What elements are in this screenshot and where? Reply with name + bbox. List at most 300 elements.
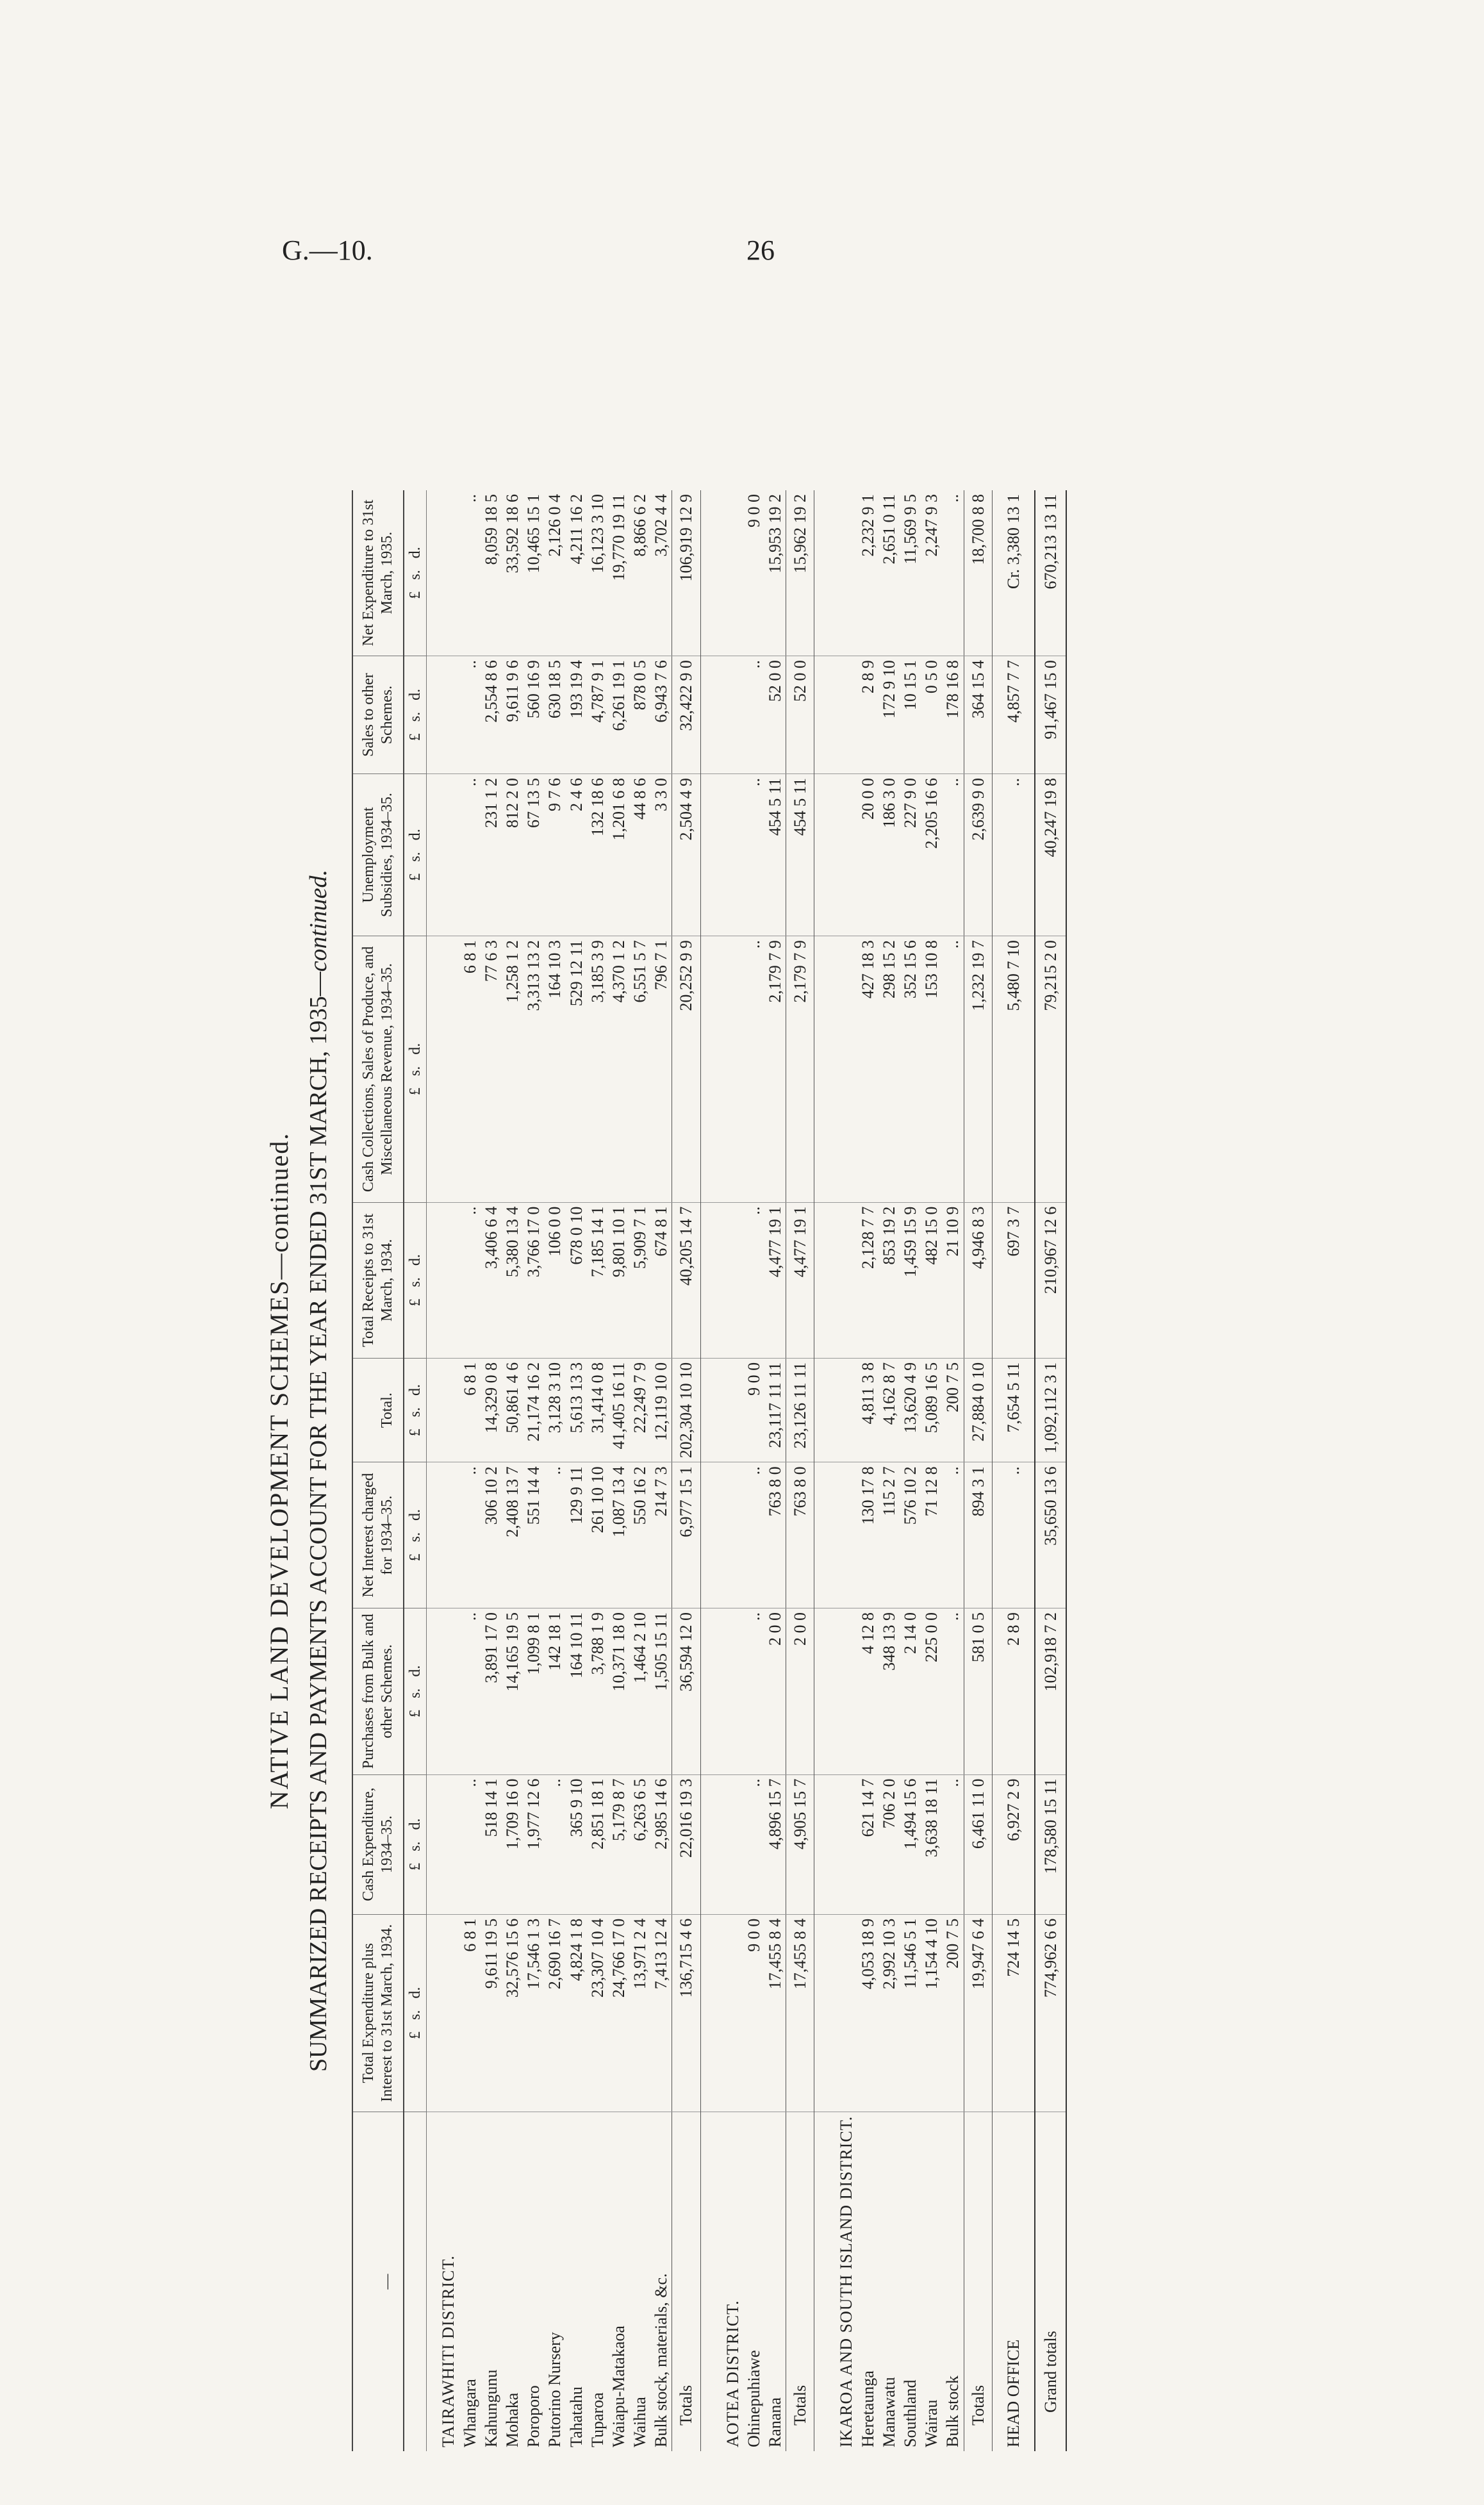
- column-header-net-interest: Net Interest charged for 1934–35.: [352, 1462, 404, 1608]
- page-number: 26: [746, 235, 775, 266]
- table-row: [743, 490, 764, 2451]
- row-label: Waiapu-Matakaoa: [609, 2326, 628, 2447]
- amount-cell: 9,801 10 1: [608, 1202, 629, 1358]
- units-cell-blank: [404, 2112, 427, 2451]
- table-row: [481, 490, 502, 2451]
- amount-cell: [825, 1608, 857, 1774]
- amount-cell: 724 14 5: [1003, 1914, 1024, 2112]
- row-label: [992, 2112, 1003, 2451]
- amount-cell: 16,123 3 10: [587, 490, 608, 656]
- amount-cell: 4,370 1 2: [608, 936, 629, 1203]
- amount-cell: 2 14 0: [900, 1608, 921, 1774]
- amount-cell: 5,380 13 4: [502, 1202, 523, 1358]
- table-body: [427, 490, 1066, 2451]
- amount-cell: 2 0 0: [764, 1608, 786, 1774]
- table-row: [502, 490, 523, 2451]
- amount-cell: ..: [743, 1202, 764, 1358]
- amount-cell: 697 3 7: [1003, 1202, 1024, 1358]
- amount-cell: [992, 774, 1003, 936]
- amount-cell: ..: [459, 490, 481, 656]
- amount-cell: 23,126 11 11: [786, 1358, 814, 1462]
- amount-cell: 193 19 4: [566, 656, 587, 774]
- units-cell: £ s. d.: [404, 774, 427, 936]
- amount-cell: 3,313 13 2: [523, 936, 544, 1203]
- amount-cell: 21,174 16 2: [523, 1358, 544, 1462]
- row-label: Ohinepuhiawe: [744, 2350, 763, 2447]
- table-head: [352, 490, 427, 2451]
- table-row: [764, 490, 786, 2451]
- amount-cell: 6,977 15 1: [672, 1462, 700, 1608]
- amount-cell: 2 0 0: [786, 1608, 814, 1774]
- amount-cell: 50,861 4 6: [502, 1358, 523, 1462]
- amount-cell: [711, 656, 743, 774]
- amount-cell: 5,480 7 10: [1003, 936, 1024, 1203]
- amount-cell: 2,126 0 4: [544, 490, 565, 656]
- amount-cell: 1,154 4 10: [921, 1914, 942, 2112]
- amount-cell: [711, 936, 743, 1203]
- amount-cell: 529 12 11: [566, 936, 587, 1203]
- amount-cell: 4,477 19 1: [786, 1202, 814, 1358]
- amount-cell: [711, 1914, 743, 2112]
- amount-cell: 5,089 16 5: [921, 1358, 942, 1462]
- row-label: Tuparoa: [588, 2392, 607, 2447]
- amount-cell: 365 9 10: [566, 1774, 587, 1914]
- amount-cell: 3,891 17 0: [481, 1608, 502, 1774]
- amount-cell: 31,414 0 8: [587, 1358, 608, 1462]
- amount-cell: 178,580 15 11: [1035, 1774, 1066, 1914]
- amount-cell: 1,232 19 7: [964, 936, 992, 1203]
- amount-cell: 6,261 19 1: [608, 656, 629, 774]
- amount-cell: 6 8 1: [459, 1358, 481, 1462]
- amount-cell: 4,857 7 7: [1003, 656, 1024, 774]
- amount-cell: 2,128 7 7: [857, 1202, 878, 1358]
- amount-cell: [1024, 1774, 1035, 1914]
- row-label: HEAD OFFICE: [1003, 2339, 1023, 2447]
- column-header-label: —: [352, 2112, 404, 2451]
- amount-cell: [992, 1774, 1003, 1914]
- amount-cell: 2,651 0 11: [878, 490, 900, 656]
- amount-cell: [700, 490, 711, 656]
- amount-cell: [814, 490, 825, 656]
- amount-cell: ..: [459, 1462, 481, 1608]
- amount-cell: 6,927 2 9: [1003, 1774, 1024, 1914]
- amount-cell: 106 0 0: [544, 1202, 565, 1358]
- amount-cell: 40,247 19 8: [1035, 774, 1066, 936]
- totals-row: [964, 490, 992, 2451]
- amount-cell: [992, 1608, 1003, 1774]
- head-office-row: [1003, 490, 1024, 2451]
- amount-cell: 79,215 2 0: [1035, 936, 1066, 1203]
- amount-cell: 8,059 18 5: [481, 490, 502, 656]
- column-header-total: Total.: [352, 1358, 404, 1462]
- amount-cell: 6,943 7 6: [650, 656, 672, 774]
- table-row: [608, 490, 629, 2451]
- amount-cell: ..: [743, 1774, 764, 1914]
- amount-cell: 32,422 9 0: [672, 656, 700, 774]
- amount-cell: [700, 774, 711, 936]
- amount-cell: 200 7 5: [942, 1358, 964, 1462]
- amount-cell: 5,909 7 1: [629, 1202, 650, 1358]
- column-header-cash-collections: Cash Collections, Sales of Produce, and Miscellaneous Revenue, 1934–35.: [352, 936, 404, 1203]
- amount-cell: [992, 490, 1003, 656]
- amount-cell: [814, 1202, 825, 1358]
- spacer-row: [1024, 490, 1035, 2451]
- amount-cell: 164 10 3: [544, 936, 565, 1203]
- title-text: NATIVE LAND DEVELOPMENT SCHEMES—: [265, 1252, 293, 1810]
- amount-cell: 2 8 9: [1003, 1608, 1024, 1774]
- row-label: Putorino Nursery: [545, 2332, 565, 2447]
- amount-cell: [1024, 1358, 1035, 1462]
- amount-cell: 2,232 9 1: [857, 490, 878, 656]
- amount-cell: 33,592 18 6: [502, 490, 523, 656]
- amount-cell: 40,205 14 7: [672, 1202, 700, 1358]
- amount-cell: [814, 1608, 825, 1774]
- amount-cell: 576 10 2: [900, 1462, 921, 1608]
- amount-cell: 4 12 8: [857, 1608, 878, 1774]
- amount-cell: [427, 490, 459, 656]
- amount-cell: 17,455 8 4: [764, 1914, 786, 2112]
- amount-cell: 20,252 9 9: [672, 936, 700, 1203]
- amount-cell: [814, 774, 825, 936]
- amount-cell: 19,770 19 11: [608, 490, 629, 656]
- amount-cell: 10 15 1: [900, 656, 921, 774]
- amount-cell: 4,905 15 7: [786, 1774, 814, 1914]
- amount-cell: 1,505 15 11: [650, 1608, 672, 1774]
- units-cell: £ s. d.: [404, 936, 427, 1203]
- amount-cell: ..: [459, 1774, 481, 1914]
- amount-cell: 364 15 4: [964, 656, 992, 774]
- amount-cell: 6,461 11 0: [964, 1774, 992, 1914]
- amount-cell: 164 10 11: [566, 1608, 587, 1774]
- amount-cell: ..: [459, 1608, 481, 1774]
- amount-cell: 763 8 0: [786, 1462, 814, 1608]
- table-row: [942, 490, 964, 2451]
- amount-cell: 706 2 0: [878, 1774, 900, 1914]
- amount-cell: 23,117 11 11: [764, 1358, 786, 1462]
- amount-cell: [427, 774, 459, 936]
- table-row: [650, 490, 672, 2451]
- amount-cell: 12,119 10 0: [650, 1358, 672, 1462]
- document-subtitle: [304, 490, 333, 2451]
- amount-cell: [825, 490, 857, 656]
- amount-cell: [700, 1608, 711, 1774]
- amount-cell: 2,554 8 6: [481, 656, 502, 774]
- amount-cell: 4,787 9 1: [587, 656, 608, 774]
- totals-row: [672, 490, 700, 2451]
- column-header-sales-other-schemes: Sales to other Schemes.: [352, 656, 404, 774]
- amount-cell: 5,179 8 7: [608, 1774, 629, 1914]
- row-label: Grand totals: [1035, 2112, 1066, 2451]
- amount-cell: ..: [942, 1774, 964, 1914]
- amount-cell: ..: [1003, 1462, 1024, 1608]
- amount-cell: 106,919 12 9: [672, 490, 700, 656]
- amount-cell: Cr. 3,380 13 1: [1003, 490, 1024, 656]
- amount-cell: ..: [743, 1462, 764, 1608]
- amount-cell: ..: [942, 490, 964, 656]
- amount-cell: 3,766 17 0: [523, 1202, 544, 1358]
- row-label: [814, 2112, 825, 2451]
- amount-cell: 9 0 0: [743, 490, 764, 656]
- amount-cell: 796 7 1: [650, 936, 672, 1203]
- amount-cell: 560 16 9: [523, 656, 544, 774]
- amount-cell: 2,205 16 6: [921, 774, 942, 936]
- amount-cell: [700, 1358, 711, 1462]
- units-cell: £ s. d.: [404, 1358, 427, 1462]
- column-header-purchases: Purchases from Bulk and other Schemes.: [352, 1608, 404, 1774]
- amount-cell: 3,406 6 4: [481, 1202, 502, 1358]
- amount-cell: 4,896 15 7: [764, 1774, 786, 1914]
- amount-cell: 630 18 5: [544, 656, 565, 774]
- amount-cell: 1,459 15 9: [900, 1202, 921, 1358]
- amount-cell: 136,715 4 6: [672, 1914, 700, 2112]
- amount-cell: 153 10 8: [921, 936, 942, 1203]
- amount-cell: 348 13 9: [878, 1608, 900, 1774]
- amount-cell: 13,620 4 9: [900, 1358, 921, 1462]
- rotated-table-block: [263, 490, 1275, 2451]
- amount-cell: ..: [544, 1462, 565, 1608]
- amount-cell: 2 8 9: [857, 656, 878, 774]
- amount-cell: 22,016 19 3: [672, 1774, 700, 1914]
- amount-cell: 3,128 3 10: [544, 1358, 565, 1462]
- amount-cell: 9,611 19 5: [481, 1914, 502, 2112]
- amount-cell: 115 2 7: [878, 1462, 900, 1608]
- amount-cell: [825, 656, 857, 774]
- amount-cell: 3,702 4 4: [650, 490, 672, 656]
- amount-cell: 14,165 19 5: [502, 1608, 523, 1774]
- title-continued: continued.: [265, 1132, 293, 1253]
- amount-cell: [992, 1462, 1003, 1608]
- page-reference: G.—10.: [282, 235, 373, 266]
- amount-cell: [711, 1202, 743, 1358]
- amount-cell: 7,413 12 4: [650, 1914, 672, 2112]
- amount-cell: [1024, 1462, 1035, 1608]
- amount-cell: [427, 1358, 459, 1462]
- totals-row: [786, 490, 814, 2451]
- row-label: Whangara: [460, 2379, 479, 2447]
- row-label: Waihua: [631, 2397, 650, 2447]
- column-header-unemployment-subsidies: Unemployment Subsidies, 1934–35.: [352, 774, 404, 936]
- amount-cell: [427, 1774, 459, 1914]
- amount-cell: 1,087 13 4: [608, 1462, 629, 1608]
- district-heading-row: [711, 490, 743, 2451]
- amount-cell: ..: [459, 774, 481, 936]
- amount-cell: 9 0 0: [743, 1914, 764, 2112]
- units-cell: £ s. d.: [404, 1202, 427, 1358]
- amount-cell: [825, 1914, 857, 2112]
- amount-cell: [825, 1202, 857, 1358]
- units-cell: £ s. d.: [404, 1774, 427, 1914]
- row-label: Southland: [900, 2379, 919, 2447]
- amount-cell: 352 15 6: [900, 936, 921, 1203]
- row-label: Bulk stock: [943, 2376, 962, 2447]
- amount-cell: 621 14 7: [857, 1774, 878, 1914]
- amount-cell: 200 7 5: [942, 1914, 964, 2112]
- amount-cell: 4,053 18 9: [857, 1914, 878, 2112]
- amount-cell: 454 5 11: [786, 774, 814, 936]
- accounts-table: [352, 490, 1067, 2451]
- units-cell: £ s. d.: [404, 656, 427, 774]
- row-label: Totals: [672, 2112, 700, 2451]
- row-label: Wairau: [922, 2399, 941, 2447]
- amount-cell: 36,594 12 0: [672, 1608, 700, 1774]
- amount-cell: 132 18 6: [587, 774, 608, 936]
- spacer-row: [992, 490, 1003, 2451]
- amount-cell: [1024, 656, 1035, 774]
- amount-cell: 298 15 2: [878, 936, 900, 1203]
- amount-cell: 2 4 6: [566, 774, 587, 936]
- amount-cell: 2,408 13 7: [502, 1462, 523, 1608]
- amount-cell: 44 8 6: [629, 774, 650, 936]
- amount-cell: 0 5 0: [921, 656, 942, 774]
- row-label: Ranana: [766, 2397, 785, 2447]
- amount-cell: [427, 1462, 459, 1608]
- amount-cell: 878 0 5: [629, 656, 650, 774]
- row-label: Totals: [964, 2112, 992, 2451]
- amount-cell: 17,546 1 3: [523, 1914, 544, 2112]
- amount-cell: 9 0 0: [743, 1358, 764, 1462]
- amount-cell: 227 9 0: [900, 774, 921, 936]
- amount-cell: 202,304 10 10: [672, 1358, 700, 1462]
- spacer-row: [814, 490, 825, 2451]
- amount-cell: 67 13 5: [523, 774, 544, 936]
- amount-cell: 3 3 0: [650, 774, 672, 936]
- amount-cell: 142 18 1: [544, 1608, 565, 1774]
- amount-cell: 261 10 10: [587, 1462, 608, 1608]
- amount-cell: 454 5 11: [764, 774, 786, 936]
- amount-cell: 482 15 0: [921, 1202, 942, 1358]
- amount-cell: 4,811 3 8: [857, 1358, 878, 1462]
- amount-cell: 427 18 3: [857, 936, 878, 1203]
- table-row: [857, 490, 878, 2451]
- amount-cell: [700, 1914, 711, 2112]
- amount-cell: 1,464 2 10: [629, 1608, 650, 1774]
- amount-cell: 27,884 0 10: [964, 1358, 992, 1462]
- amount-cell: 3,638 18 11: [921, 1774, 942, 1914]
- table-row: [921, 490, 942, 2451]
- amount-cell: 102,918 7 2: [1035, 1608, 1066, 1774]
- amount-cell: 178 16 8: [942, 656, 964, 774]
- amount-cell: 763 8 0: [764, 1462, 786, 1608]
- amount-cell: [427, 1608, 459, 1774]
- amount-cell: [825, 1774, 857, 1914]
- amount-cell: 32,576 15 6: [502, 1914, 523, 2112]
- grand-totals-row: [1035, 490, 1066, 2451]
- amount-cell: 8,866 6 2: [629, 490, 650, 656]
- amount-cell: 1,201 6 8: [608, 774, 629, 936]
- district-heading-row: [427, 490, 459, 2451]
- row-label: Totals: [786, 2112, 814, 2451]
- amount-cell: 129 9 11: [566, 1462, 587, 1608]
- row-label: Kahungunu: [481, 2369, 500, 2447]
- amount-cell: 23,307 10 4: [587, 1914, 608, 2112]
- amount-cell: 4,162 8 7: [878, 1358, 900, 1462]
- subtitle-continued: continued.: [305, 870, 332, 972]
- amount-cell: [825, 936, 857, 1203]
- amount-cell: 71 12 8: [921, 1462, 942, 1608]
- amount-cell: [1024, 1914, 1035, 2112]
- amount-cell: [1024, 774, 1035, 936]
- units-cell: £ s. d.: [404, 1914, 427, 2112]
- amount-cell: [427, 1202, 459, 1358]
- row-label: [700, 2112, 711, 2451]
- row-label: Mohaka: [502, 2392, 522, 2447]
- amount-cell: 2,690 16 7: [544, 1914, 565, 2112]
- amount-cell: [700, 1462, 711, 1608]
- amount-cell: [992, 1202, 1003, 1358]
- amount-cell: 2,992 10 3: [878, 1914, 900, 2112]
- amount-cell: [814, 1914, 825, 2112]
- amount-cell: 5,613 13 3: [566, 1358, 587, 1462]
- amount-cell: 3,788 1 9: [587, 1608, 608, 1774]
- amount-cell: 6,551 5 7: [629, 936, 650, 1203]
- amount-cell: 186 3 0: [878, 774, 900, 936]
- amount-cell: 894 3 1: [964, 1462, 992, 1608]
- amount-cell: 6,263 6 5: [629, 1774, 650, 1914]
- amount-cell: ..: [743, 774, 764, 936]
- amount-cell: 9,611 9 6: [502, 656, 523, 774]
- amount-cell: 581 0 5: [964, 1608, 992, 1774]
- amount-cell: 6 8 1: [459, 1914, 481, 2112]
- district-heading-row: [825, 490, 857, 2451]
- amount-cell: 14,329 0 8: [481, 1358, 502, 1462]
- amount-cell: 2,504 4 9: [672, 774, 700, 936]
- amount-cell: 11,546 5 1: [900, 1914, 921, 2112]
- column-header-cash-expenditure: Cash Expenditure, 1934–35.: [352, 1774, 404, 1914]
- amount-cell: 11,569 9 5: [900, 490, 921, 656]
- amount-cell: [814, 1358, 825, 1462]
- amount-cell: 18,700 8 8: [964, 490, 992, 656]
- amount-cell: 1,977 12 6: [523, 1774, 544, 1914]
- amount-cell: 214 7 3: [650, 1462, 672, 1608]
- amount-cell: 774,962 6 6: [1035, 1914, 1066, 2112]
- amount-cell: 551 14 4: [523, 1462, 544, 1608]
- page-header: [0, 234, 1484, 272]
- amount-cell: 1,258 1 2: [502, 936, 523, 1203]
- amount-cell: 52 0 0: [764, 656, 786, 774]
- amount-cell: 2,851 18 1: [587, 1774, 608, 1914]
- amount-cell: 10,371 18 0: [608, 1608, 629, 1774]
- units-cell: £ s. d.: [404, 1462, 427, 1608]
- amount-cell: 2,247 9 3: [921, 490, 942, 656]
- amount-cell: 19,947 6 4: [964, 1914, 992, 2112]
- amount-cell: 35,650 13 6: [1035, 1462, 1066, 1608]
- spacer-row: [700, 490, 711, 2451]
- row-label: AOTEA DISTRICT.: [723, 2300, 742, 2447]
- amount-cell: [814, 656, 825, 774]
- amount-cell: 1,092,112 3 1: [1035, 1358, 1066, 1462]
- amount-cell: 306 10 2: [481, 1462, 502, 1608]
- amount-cell: 20 0 0: [857, 774, 878, 936]
- amount-cell: 2,179 7 9: [764, 936, 786, 1203]
- units-row: [404, 490, 427, 2451]
- amount-cell: [711, 774, 743, 936]
- amount-cell: ..: [743, 936, 764, 1203]
- column-header-row: [352, 490, 404, 2451]
- amount-cell: 4,211 16 2: [566, 490, 587, 656]
- amount-cell: [700, 1774, 711, 1914]
- row-label: Heretaunga: [858, 2370, 877, 2447]
- amount-cell: [711, 1774, 743, 1914]
- amount-cell: ..: [743, 1608, 764, 1774]
- amount-cell: ..: [942, 774, 964, 936]
- amount-cell: [814, 1462, 825, 1608]
- document-title: [264, 490, 294, 2451]
- amount-cell: 10,465 15 1: [523, 490, 544, 656]
- amount-cell: 22,249 7 9: [629, 1358, 650, 1462]
- amount-cell: 2,179 7 9: [786, 936, 814, 1203]
- amount-cell: [825, 1358, 857, 1462]
- row-label: Poroporo: [524, 2385, 543, 2447]
